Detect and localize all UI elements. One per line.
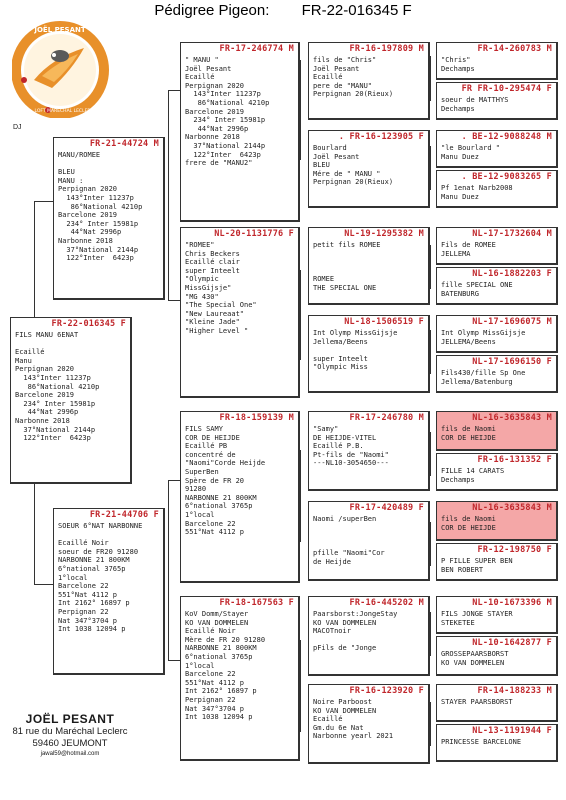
pedigree-card-gen4 xyxy=(436,684,558,722)
pedigree-card-sire-sire xyxy=(180,42,300,222)
ring-number: FR-12-198750 F xyxy=(477,545,552,555)
ring-number: FR-18-159139 M xyxy=(219,413,294,423)
card-notes: MANU/ROMEE BLEU MANU : Perpignan 2020 143°Inter 11237p 86°National 4210p Barcelone 2019 234° Inter 15981p 44°Nat 2996p Narbonne 2018 37°National 2144p 122°Inter 6423p xyxy=(58,151,143,263)
pedigree-card-gen3 xyxy=(308,501,430,581)
ring-number: FR-16-123920 F xyxy=(349,686,424,696)
ring-number: . BE-12-9083265 F xyxy=(461,172,552,182)
card-notes: soeur de MATTHYS Dechamps xyxy=(441,96,509,113)
owner-name: JOËL PESANT xyxy=(25,712,115,726)
card-notes: KoV Domm/Stayer KO VAN DOMMELEN Ecaillé Noir Mère de FR 20 91280 NARBONNE 21 800KM 6°national 3765p 1°local Barcelone 22 551°Nat 4112 p Int 2162° 16897 p Perpignan 22 Nat 347°3704 p Int 1038 12094 p xyxy=(185,610,266,722)
card-notes: FILS MANU 6ENAT Ecaillé Manu Perpignan 2020 143°Inter 11237p 86°National 4210p Barcelone 2019 234° Inter 15981p 44°Nat 2996p Narbonne 2018 37°National 2144p 122°Inter 6423p xyxy=(15,331,100,443)
card-notes: Noire Parboost KO VAN DOMMELEN Ecaillé Gm.du 6e Nat Narbonne yearl 2021 xyxy=(313,698,394,741)
connector xyxy=(34,201,53,202)
logo-name: JOËL PESANT xyxy=(34,26,86,34)
ring-number: FR-16-131352 F xyxy=(477,455,552,465)
ring-number: FR-21-44706 F xyxy=(89,510,159,520)
connector xyxy=(34,484,35,584)
connector xyxy=(34,584,53,585)
connector xyxy=(168,300,180,301)
ring-number: NL-10-1642877 F xyxy=(472,638,552,648)
card-notes: Naomi /superBen pfille "Naomi"Cor de Heijde xyxy=(313,515,385,566)
connector xyxy=(168,660,180,661)
card-notes: fille SPECIAL ONE BATENBURG xyxy=(441,281,513,298)
ring-number: NL-16-3635843 M xyxy=(472,413,552,423)
connector xyxy=(430,432,431,476)
card-notes: "le Bourlard " Manu Duez xyxy=(441,144,501,161)
card-notes: Fils de ROMEE JELLEMA xyxy=(441,241,496,258)
ring-number: FR FR-10-295474 F xyxy=(461,84,552,94)
connector xyxy=(168,90,169,300)
connector xyxy=(300,60,301,160)
card-notes: SOEUR 6°NAT NARBONNE Ecaillé Noir soeur de FR20 91280 NARBONNE 21 800KM 6°national 3765p 1°local Barcelone 22 551°Nat 4112 p Int 2162° 16897 p Perpignan 22 Nat 347°3704 p Int 1038 12094 p xyxy=(58,522,143,634)
pedigree-card-dam-dam xyxy=(180,596,300,761)
card-notes: Paarsborst:JongeStay KO VAN DOMMELEN MACOTnoir pFils de "Jonge xyxy=(313,610,398,653)
corner-mark: DJ xyxy=(13,124,22,131)
ring-number: NL-17-1696150 F xyxy=(472,357,552,367)
card-notes: Pf 1enat Narb2008 Manu Duez xyxy=(441,184,513,201)
ring-number: FR-18-167563 F xyxy=(219,598,294,608)
connector xyxy=(430,245,431,289)
connector xyxy=(168,480,169,660)
connector xyxy=(168,90,180,91)
card-notes: "Samy" DE HEIJDE-VITEL Ecaillé P.B. Pt-fils de "Naomi" ---NL10-3054650--- xyxy=(313,425,389,468)
card-notes: Bourlard Joël Pesant BLEU Mére de " MANU " Perpignan 20(Rieux) xyxy=(313,144,394,187)
pedigree-card-gen3 xyxy=(308,227,430,305)
pedigree-card-gen4 xyxy=(436,267,558,305)
ring-number: FR-16-445202 M xyxy=(349,598,424,608)
connector xyxy=(300,450,301,542)
pedigree-card-gen3 xyxy=(308,596,430,676)
connector xyxy=(168,480,180,481)
ring-number: NL-17-1732604 M xyxy=(472,229,552,239)
pedigree-card-gen4 xyxy=(436,227,558,265)
ring-number: FR-17-420489 F xyxy=(349,503,424,513)
owner-street: 81 rue du Maréchal Leclerc xyxy=(12,726,128,737)
card-notes: " MANU " Joël Pesant Ecaillé Perpignan 2020 143°Inter 11237p 86°National 4210p Barcelone 2019 234° Inter 15981p 44°Nat 2996p Narbonne 2018 37°National 2144p 122°Inter 6423p frere de "MANU2" xyxy=(185,56,270,168)
pedigree-card-dam xyxy=(53,508,165,675)
loft-logo xyxy=(12,18,112,118)
ring-number: NL-19-1295382 M xyxy=(344,229,424,239)
pedigree-card-gen4 xyxy=(436,42,558,80)
connector xyxy=(430,522,431,566)
connector xyxy=(430,612,431,656)
pedigree-card-gen4 xyxy=(436,596,558,634)
pedigree-card-gen4 xyxy=(436,170,558,208)
connector xyxy=(430,56,431,101)
pedigree-card-subject xyxy=(10,317,132,484)
pedigree-card-gen3 xyxy=(308,315,430,393)
card-notes: petit fils ROMEE ROMEE THE SPECIAL ONE xyxy=(313,241,381,292)
connector xyxy=(430,146,431,190)
ring-number: NL-16-3635843 M xyxy=(472,503,552,513)
ring-number: FR-14-188233 M xyxy=(477,686,552,696)
ring-number: NL-10-1673396 M xyxy=(472,598,552,608)
ring-number: NL-18-1506519 F xyxy=(344,317,424,327)
pedigree-card-gen3 xyxy=(308,411,430,491)
pedigree-card-gen4 xyxy=(436,636,558,676)
pedigree-card-gen4 xyxy=(436,543,558,581)
pedigree-card-gen4 xyxy=(436,315,558,353)
pedigree-card-gen4 xyxy=(436,82,558,120)
pedigree-card-gen4 xyxy=(436,130,558,168)
connector xyxy=(300,640,301,732)
ring-number: . FR-16-123905 F xyxy=(338,132,424,142)
pedigree-card-gen3 xyxy=(308,684,430,764)
pedigree-card-gen4 xyxy=(436,453,558,491)
connector xyxy=(430,330,431,374)
owner-city: 59460 JEUMONT xyxy=(32,738,108,749)
card-notes: PRINCESSE BARCELONE xyxy=(441,738,522,746)
pedigree-card-gen3 xyxy=(308,130,430,208)
ring-number: NL-13-1191944 F xyxy=(472,726,552,736)
card-notes: FILS JONGE STAYER STEKETEE xyxy=(441,610,513,627)
card-notes: Int Olymp MissGijsje JELLEMA/Beens xyxy=(441,329,526,346)
ring-number: FR-14-260783 M xyxy=(477,44,552,54)
pedigree-card-sire xyxy=(53,137,165,300)
ring-number: NL-20-1131776 F xyxy=(214,229,294,239)
page-title xyxy=(0,2,566,19)
card-notes: Int Olymp MissGijsje Jellema/Beens super Inteelt "Olympic Miss xyxy=(313,329,398,372)
title-ring: FR-22-016345 F xyxy=(301,2,412,19)
owner-email: jawal59@hotmail.com xyxy=(40,751,100,757)
pedigree-card-gen4-highlighted xyxy=(436,501,558,541)
connector xyxy=(300,270,301,360)
ring-number: FR-17-246774 M xyxy=(219,44,294,54)
ring-number: FR-21-44724 M xyxy=(89,139,159,149)
ring-number: FR-16-197809 M xyxy=(349,44,424,54)
card-notes: STAYER PAARSBORST xyxy=(441,698,513,706)
connector xyxy=(430,702,431,746)
ring-number: FR-17-246780 M xyxy=(349,413,424,423)
ring-number: NL-17-1696075 M xyxy=(472,317,552,327)
card-notes: "ROMEE" Chris Beckers Ecaillé clair super Inteelt "Olympic MissGijsje" "MG 430" "The Special One" "New Laureaat" "Kleine Jade" "Higher Level " xyxy=(185,241,257,335)
title-label: Pédigree Pigeon: xyxy=(154,2,270,19)
ring-number: NL-16-1882203 F xyxy=(472,269,552,279)
card-notes: FILS SAMY COR DE HEIJDE Ecaillé PB concentré de "Naomi"Corde Heijde SuperBen Spère de FR 20 91280 NARBONNE 21 800KM 6°national 3765p 1°local Barcelone 22 551°Nat 4112 p xyxy=(185,425,266,537)
card-notes: P FILLE SUPER BEN BEN ROBERT xyxy=(441,557,513,574)
card-notes: Fils430/fille Sp One Jellema/Batenburg xyxy=(441,369,526,386)
ring-number: . BE-12-9088248 M xyxy=(461,132,552,142)
pedigree-card-dam-sire xyxy=(180,411,300,583)
card-notes: fils de Naomi COR DE HEIJDE xyxy=(441,425,496,442)
card-notes: "Chris" Dechamps xyxy=(441,56,475,73)
pedigree-card-gen3 xyxy=(308,42,430,120)
card-notes: FILLE 14 CARATS Dechamps xyxy=(441,467,505,484)
card-notes: GROSSEPAARSBORST KO VAN DOMMELEN xyxy=(441,650,509,667)
ring-number: FR-22-016345 F xyxy=(51,319,126,329)
connector xyxy=(34,201,35,317)
card-notes: fils de "Chris" Joël Pesant Ecaillé pere de "MANU" Perpignan 20(Rieux) xyxy=(313,56,394,99)
pedigree-card-gen4 xyxy=(436,355,558,393)
pedigree-card-gen4-highlighted xyxy=(436,411,558,451)
owner-address-block xyxy=(0,712,140,757)
card-notes: fils de Naomi COR DE HEIJDE xyxy=(441,515,496,532)
logo-sub: LOFT MARÉCHAL LECLERC xyxy=(34,109,94,114)
pedigree-card-sire-dam xyxy=(180,227,300,398)
pedigree-card-gen4 xyxy=(436,724,558,762)
